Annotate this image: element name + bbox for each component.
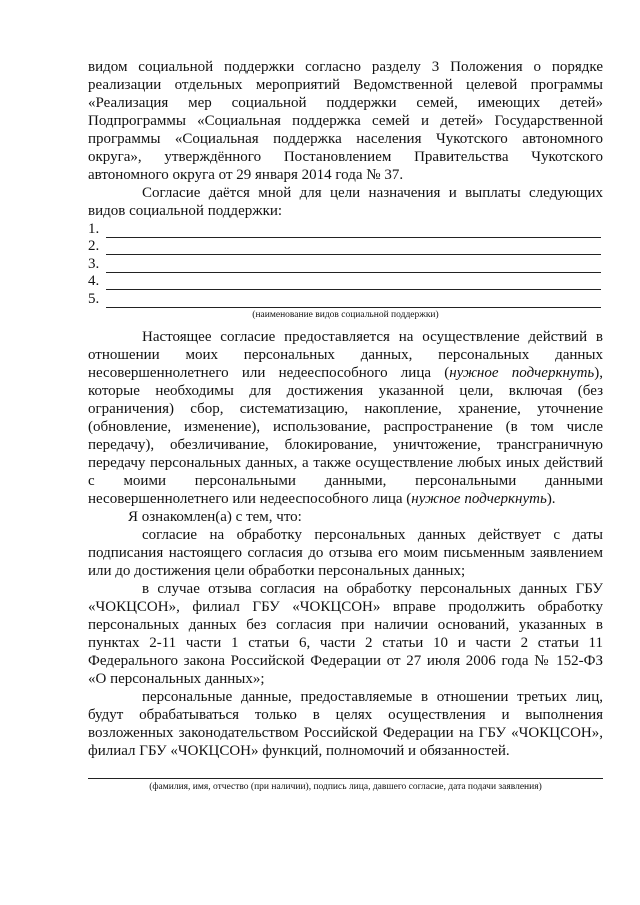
blank-line	[106, 223, 601, 238]
support-types-list	[88, 220, 603, 308]
italic-note: нужное подчеркнуть	[411, 490, 547, 507]
text-segment: Настоящее согласие предоставляется на осуществление действий в отношении моих персональных данных, персональных данных несовершеннолетнего или недееспособного лица (	[88, 328, 603, 381]
signature-line[interactable]	[88, 764, 603, 779]
blank-line	[106, 240, 601, 255]
blank-line	[106, 275, 601, 290]
italic-note: нужное подчеркнуть	[449, 364, 595, 381]
paragraph-third-parties: персональные данные, предоставляемые в отношении третьих лиц, будут обрабатываться только в целях осуществления и выполнения возложенных законодательством Российской Федерации на ГБУ «ЧОКЦСОН», филиал ГБУ «ЧОКЦСОН» функций, полномочий и обязанностей.	[88, 688, 603, 759]
blank-line	[106, 293, 601, 308]
text-segment: ), которые необходимы для достижения указанной цели, включая (без ограничения) сбор, систематизацию, накопление, хранение, уточнение (обновление, изменение), использование, распространение (в том числе передачу), обезличивание, блокирование, уничтожение, трансграничную передачу персональных данных, а также осуществление любых иных действий с моими персональными данными, персональными данными несовершеннолетнего или недееспособного лица (	[88, 364, 603, 507]
fill-line-1[interactable]	[88, 220, 603, 238]
fill-line-5[interactable]	[88, 290, 603, 308]
signature-caption: (фамилия, имя, отчество (при наличии), подпись лица, давшего согласие, дата подачи заявления)	[149, 781, 542, 792]
blank-line	[106, 258, 601, 273]
paragraph-purpose: Согласие даётся мной для цели назначения и выплаты следующих видов социальной поддержки:	[88, 185, 603, 219]
line-number: 4.	[88, 273, 100, 289]
line-number: 2.	[88, 238, 100, 254]
line-number: 1.	[88, 220, 100, 237]
fill-line-2[interactable]	[88, 238, 603, 256]
fill-line-4[interactable]	[88, 273, 603, 291]
list-caption: (наименование видов социальной поддержки)	[252, 309, 439, 320]
consent-document	[88, 58, 603, 794]
line-number: 5.	[88, 290, 100, 307]
paragraph-program-reference: видом социальной поддержки согласно разделу 3 Положения о порядке реализации отдельных мероприятий Ведомственной целевой программы «Реализация мер социальной поддержки семей, имеющих детей» Подпрограммы «Социальная поддержка семей и детей» Государственной программы «Социальная поддержка населения Чукотского автономного округа», утверждённого Постановлением Правительства Чукотского автономного округа от 29 января 2014 года № 37.	[88, 59, 603, 183]
line-number: 3.	[88, 255, 100, 272]
text-segment: ).	[546, 490, 556, 507]
fill-line-3[interactable]	[88, 255, 603, 273]
paragraph-acknowledgement: Я ознакомлен(а) с тем, что:	[128, 508, 302, 525]
paragraph-revocation: в случае отзыва согласия на обработку персональных данных ГБУ «ЧОКЦСОН», филиал ГБУ «ЧОКЦСОН» вправе продолжить обработку персональных данных без согласия при наличии оснований, указанных в пунктах 2-11 части 1 статьи 6, части 2 статьи 10 и части 2 статьи 11 Федерального закона Российской Федерации от 27 июля 2006 года № 152-ФЗ «О персональных данных»;	[88, 580, 603, 687]
paragraph-scope-of-actions	[88, 328, 603, 508]
paragraph-validity: согласие на обработку персональных данных действует с даты подписания настоящего согласия до отзыва его моим письменным заявлением или до достижения цели обработки персональных данных;	[88, 526, 603, 579]
